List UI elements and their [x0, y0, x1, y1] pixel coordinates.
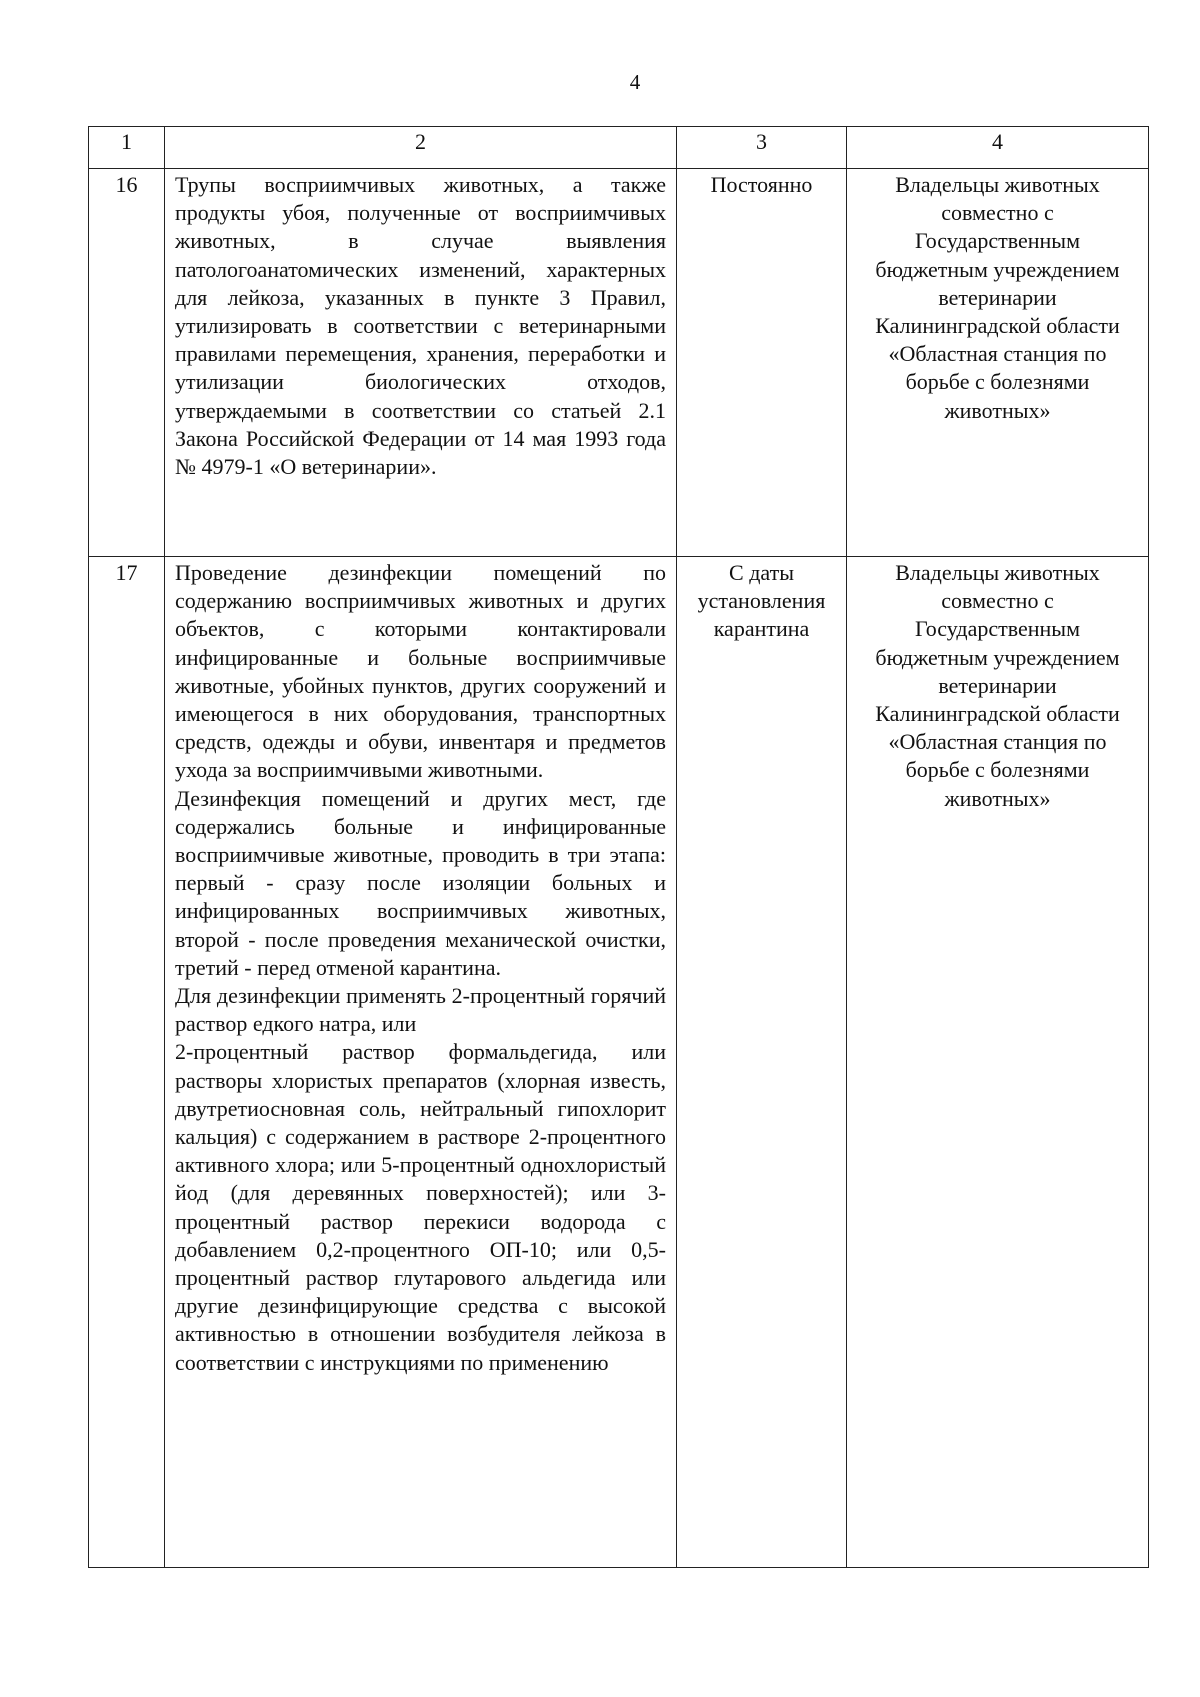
- table-row: [89, 557, 1149, 1568]
- header-cell-3: 3: [677, 127, 847, 169]
- row-number: 17: [89, 557, 165, 1568]
- measure-responsible: Владельцы животных совместно с Государственным бюджетным учреждением ветеринарии Калининградской области «Областная станция по борьбе с болезнями животных»: [847, 169, 1149, 557]
- measure-paragraph: Проведение дезинфекции помещений по содержанию восприимчивых животных и других объектов, с которыми контактировали инфицированные и больные восприимчивые животные, убойных пунктов, других сооружений и имеющегося в них оборудования, транспортных средств, одежды и обуви, инвентаря и предметов ухода за восприимчивыми животными.: [175, 560, 666, 783]
- measure-paragraph: Трупы восприимчивых животных, а также продукты убоя, полученные от восприимчивых животных, в случае выявления патологоанатомических изменений, характерных для лейкоза, указанных в пункте 3 Правил, утилизировать в соответствии с ветеринарными правилами перемещения, хранения, переработки и утилизации биологических отходов, утверждаемыми в соответствии со статьей 2.1 Закона Российской Федерации от 14 мая 1993 года № 4979-1 «О ветеринарии».: [175, 172, 666, 480]
- measure-description: [165, 169, 677, 557]
- table-row: [89, 169, 1149, 557]
- measure-term: Постоянно: [677, 169, 847, 557]
- table-header-row: [89, 127, 1149, 169]
- measure-paragraph: 2-процентный раствор формальдегида, или растворы хлористых препаратов (хлорная известь, двутретиосновная соль, нейтральный гипохлорит кальция) с содержанием в растворе 2-процентного активного хлора; или 5-процентный однохлористый йод (для деревянных поверхностей); или 3-процентный раствор перекиси водорода с добавлением 0,2-процентного ОП-10; или 0,5-процентный раствор глутарового альдегида или другие дезинфицирующие средства с высокой активностью в отношении возбудителя лейкоза в соответствии с инструкциями по применению: [175, 1039, 666, 1375]
- measure-description: [165, 557, 677, 1568]
- measure-responsible: Владельцы животных совместно с Государственным бюджетным учреждением ветеринарии Калининградской области «Областная станция по борьбе с болезнями животных»: [847, 557, 1149, 1568]
- page-number: 4: [629, 70, 641, 94]
- header-cell-2: 2: [165, 127, 677, 169]
- header-cell-1: 1: [89, 127, 165, 169]
- row-number: 16: [89, 169, 165, 557]
- measures-table: [88, 126, 1149, 1568]
- measure-paragraph: Для дезинфекции применять 2-процентный горячий раствор едкого натра, или: [175, 983, 666, 1037]
- measure-term: С даты установления карантина: [677, 557, 847, 1568]
- header-cell-4: 4: [847, 127, 1149, 169]
- measure-paragraph: Дезинфекция помещений и других мест, где содержались больные и инфицированные восприимчивые животные, проводить в три этапа: первый - сразу после изоляции больных и инфицированных восприимчивых животных, второй - после проведения механической очистки, третий - перед отменой карантина.: [175, 785, 666, 980]
